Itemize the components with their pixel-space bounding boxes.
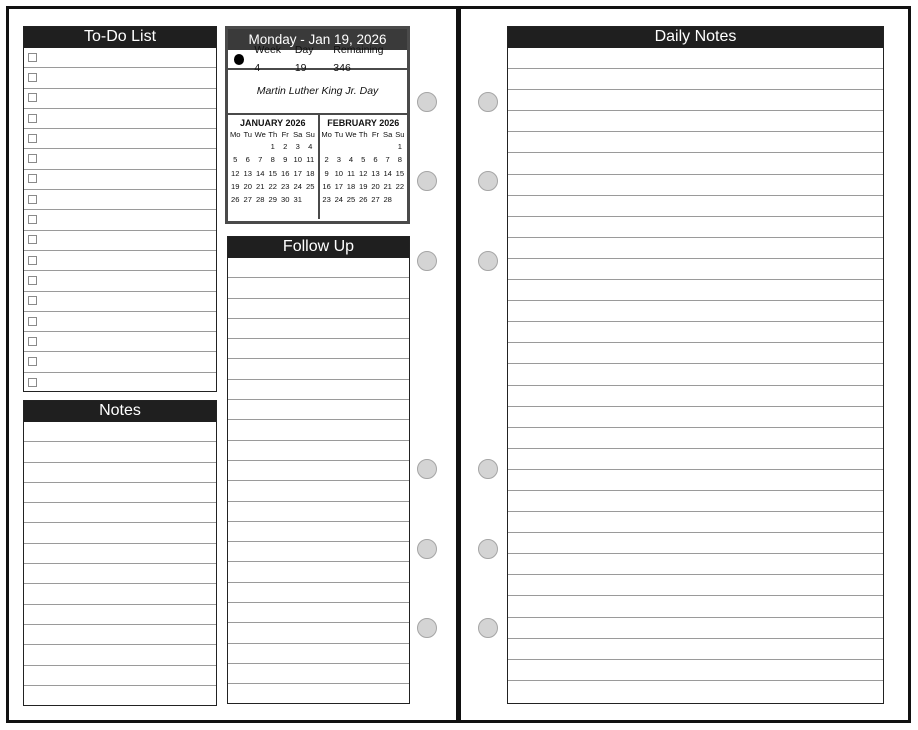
todo-checkbox[interactable] (28, 134, 37, 143)
calendar-day[interactable]: 18 (306, 168, 315, 178)
follow-up-line[interactable] (228, 380, 409, 400)
follow-up-rows (228, 258, 409, 703)
todo-row[interactable] (24, 190, 216, 210)
weekday-label: Mo (321, 130, 332, 139)
date-stats (228, 44, 407, 74)
daily-notes-line[interactable] (508, 681, 883, 702)
notes-line[interactable] (24, 503, 216, 523)
todo-row[interactable] (24, 373, 216, 393)
binder-hole (478, 618, 498, 638)
binder-hole (478, 171, 498, 191)
mini-calendar-grid (229, 129, 317, 206)
binder-hole (417, 618, 437, 638)
todo-row[interactable] (24, 352, 216, 372)
calendar-day[interactable]: 9 (324, 168, 329, 178)
calendar-day[interactable]: 9 (283, 155, 288, 165)
calendar-day[interactable]: 20 (243, 181, 252, 191)
todo-row[interactable] (24, 129, 216, 149)
calendar-day[interactable]: 12 (359, 168, 368, 178)
notes-line[interactable] (24, 605, 216, 625)
todo-checkbox[interactable] (28, 114, 37, 123)
todo-row[interactable] (24, 251, 216, 271)
follow-up-line[interactable] (228, 400, 409, 420)
calendar-day[interactable]: 27 (371, 195, 380, 205)
week-number: Week 4 (254, 44, 282, 74)
calendar-day (394, 193, 406, 206)
weekday-label: Th (268, 130, 278, 139)
todo-checkbox[interactable] (28, 73, 37, 82)
follow-up-line[interactable] (228, 502, 409, 522)
mini-calendar (228, 115, 318, 219)
calendar-day[interactable]: 6 (373, 155, 378, 165)
daily-notes-line[interactable] (508, 280, 883, 301)
daily-notes-line[interactable] (508, 407, 883, 428)
todo-row[interactable] (24, 210, 216, 230)
daily-notes-line[interactable] (508, 491, 883, 512)
calendar-day[interactable]: 7 (385, 155, 390, 165)
calendar-day (345, 140, 357, 153)
daily-notes-line[interactable] (508, 470, 883, 491)
follow-up-line[interactable] (228, 583, 409, 603)
notes-line[interactable] (24, 483, 216, 503)
binder-hole (478, 539, 498, 559)
calendar-day (369, 140, 381, 153)
todo-checkbox[interactable] (28, 378, 37, 387)
todo-checkbox[interactable] (28, 317, 37, 326)
daily-notes-line[interactable] (508, 533, 883, 554)
calendar-day[interactable]: 15 (268, 168, 277, 178)
daily-notes-line[interactable] (508, 48, 883, 69)
bullet-icon (234, 54, 244, 65)
calendar-day[interactable]: 14 (383, 168, 392, 178)
notes-line[interactable] (24, 442, 216, 462)
weekday-label: We (345, 130, 357, 139)
follow-up-line[interactable] (228, 461, 409, 481)
todo-checkbox[interactable] (28, 296, 37, 305)
daily-notes-line[interactable] (508, 175, 883, 196)
daily-notes-line[interactable] (508, 259, 883, 280)
mini-calendar-title: JANUARY 2026 (239, 118, 306, 128)
todo-row[interactable] (24, 89, 216, 109)
weekday-label: Th (358, 130, 368, 139)
calendar-day (382, 140, 394, 153)
calendar-day[interactable]: 5 (361, 155, 366, 165)
calendar-day[interactable]: 11 (306, 155, 315, 165)
follow-up-line[interactable] (228, 278, 409, 298)
notes-rows (24, 422, 216, 705)
weekday-label: We (254, 130, 266, 139)
todo-checkbox[interactable] (28, 215, 37, 224)
calendar-day (254, 140, 267, 153)
daily-notes-line[interactable] (508, 364, 883, 385)
mini-calendar-grid (321, 129, 407, 206)
todo-checkbox[interactable] (28, 276, 37, 285)
calendar-day[interactable]: 29 (268, 195, 277, 205)
todo-checkbox[interactable] (28, 357, 37, 366)
calendar-day (304, 193, 317, 206)
notes-line[interactable] (24, 544, 216, 564)
calendar-day[interactable]: 28 (383, 195, 392, 205)
calendar-day[interactable]: 18 (346, 181, 356, 191)
calendar-day (357, 140, 369, 153)
follow-up-panel (227, 236, 410, 704)
calendar-day[interactable]: 22 (395, 181, 405, 191)
calendar-day[interactable]: 4 (308, 142, 313, 151)
weekday-label: Mo (229, 130, 241, 139)
todo-row[interactable] (24, 68, 216, 88)
notes-line[interactable] (24, 625, 216, 645)
daily-notes-title: Daily Notes (508, 27, 883, 48)
todo-checkbox[interactable] (28, 195, 37, 204)
todo-row[interactable] (24, 292, 216, 312)
calendar-day[interactable]: 30 (281, 195, 290, 205)
calendar-day[interactable]: 10 (334, 168, 344, 178)
todo-checkbox[interactable] (28, 154, 37, 163)
calendar-day[interactable]: 23 (281, 181, 290, 191)
calendar-day[interactable]: 12 (231, 168, 240, 178)
todo-checkbox[interactable] (28, 93, 37, 102)
follow-up-line[interactable] (228, 420, 409, 440)
calendar-day[interactable]: 2 (324, 155, 329, 165)
daily-notes-line[interactable] (508, 153, 883, 174)
daily-notes-line[interactable] (508, 554, 883, 575)
binder-hole (478, 459, 498, 479)
calendar-day[interactable]: 31 (293, 195, 302, 205)
todo-row[interactable] (24, 149, 216, 169)
calendar-day[interactable]: 24 (334, 195, 344, 205)
calendar-day[interactable]: 4 (348, 155, 354, 165)
daily-notes-line[interactable] (508, 639, 883, 660)
follow-up-line[interactable] (228, 339, 409, 359)
todo-checkbox[interactable] (28, 53, 37, 62)
calendar-day[interactable]: 26 (359, 195, 368, 205)
todo-checkbox[interactable] (28, 256, 37, 265)
follow-up-line[interactable] (228, 542, 409, 562)
notes-panel (23, 400, 217, 706)
calendar-day (229, 140, 242, 153)
calendar-day[interactable]: 19 (359, 181, 368, 191)
calendar-day[interactable]: 17 (334, 181, 344, 191)
calendar-day[interactable]: 27 (243, 195, 252, 205)
daily-notes-line[interactable] (508, 90, 883, 111)
weekday-label: Sa (383, 130, 393, 139)
daily-notes-line[interactable] (508, 322, 883, 343)
daily-notes-line[interactable] (508, 512, 883, 533)
calendar-day[interactable]: 11 (347, 168, 355, 178)
calendar-day[interactable]: 8 (397, 155, 402, 165)
calendar-day[interactable]: 3 (295, 142, 300, 151)
calendar-day (333, 140, 345, 153)
todo-row[interactable] (24, 231, 216, 251)
daily-notes-line[interactable] (508, 386, 883, 407)
todo-checkbox[interactable] (28, 174, 37, 183)
calendar-day[interactable]: 2 (283, 142, 288, 151)
binder-hole (417, 539, 437, 559)
follow-up-line[interactable] (228, 562, 409, 582)
daily-notes-line[interactable] (508, 69, 883, 90)
calendar-day[interactable]: 25 (346, 195, 356, 205)
calendar-day[interactable]: 3 (336, 155, 341, 165)
calendar-day[interactable]: 14 (256, 168, 265, 178)
calendar-day[interactable]: 16 (322, 181, 331, 191)
binder-hole (417, 171, 437, 191)
calendar-day[interactable]: 1 (397, 142, 402, 151)
daily-notes-line[interactable] (508, 618, 883, 639)
todo-row[interactable] (24, 332, 216, 352)
weekday-label: Su (395, 130, 405, 139)
daily-notes-line[interactable] (508, 196, 883, 217)
holiday-label: Martin Luther King Jr. Day (228, 70, 407, 115)
daily-notes-line[interactable] (508, 111, 883, 132)
follow-up-line[interactable] (228, 603, 409, 623)
binder-hole (417, 92, 437, 112)
calendar-day[interactable]: 13 (243, 168, 252, 178)
notes-line[interactable] (24, 666, 216, 686)
notes-line[interactable] (24, 584, 216, 604)
binder-hole (417, 459, 437, 479)
follow-up-line[interactable] (228, 644, 409, 664)
calendar-day[interactable]: 7 (258, 155, 263, 165)
mini-calendars (228, 115, 407, 219)
calendar-day[interactable]: 15 (395, 168, 405, 178)
follow-up-line[interactable] (228, 481, 409, 501)
todo-row[interactable] (24, 109, 216, 129)
todo-row[interactable] (24, 170, 216, 190)
daily-notes-line[interactable] (508, 301, 883, 322)
todo-list-panel (23, 26, 217, 392)
follow-up-line[interactable] (228, 684, 409, 704)
daily-notes-line[interactable] (508, 217, 883, 238)
calendar-day[interactable]: 19 (231, 181, 240, 191)
calendar-day[interactable]: 28 (256, 195, 265, 205)
calendar-day[interactable]: 21 (383, 181, 392, 191)
follow-up-line[interactable] (228, 664, 409, 684)
daily-notes-line[interactable] (508, 343, 883, 364)
calendar-day[interactable]: 10 (293, 155, 302, 165)
todo-row[interactable] (24, 48, 216, 68)
daily-notes-line[interactable] (508, 132, 883, 153)
weekday-label: Su (305, 130, 315, 139)
follow-up-line[interactable] (228, 299, 409, 319)
calendar-day[interactable]: 1 (270, 142, 275, 151)
calendar-day (321, 140, 333, 153)
follow-up-line[interactable] (228, 319, 409, 339)
todo-row[interactable] (24, 312, 216, 332)
mini-calendar (318, 115, 408, 219)
follow-up-line[interactable] (228, 623, 409, 643)
weekday-label: Tu (334, 130, 344, 139)
weekday-label: Fr (281, 130, 289, 139)
calendar-day[interactable]: 22 (268, 181, 277, 191)
date-heading: Monday - Jan 19, 2026 (228, 29, 407, 50)
days-remaining: Remaining 346 (333, 44, 384, 74)
mini-calendar-title: FEBRUARY 2026 (327, 118, 400, 128)
daily-notes-rows (508, 48, 883, 703)
date-panel (225, 26, 410, 224)
daily-notes-line[interactable] (508, 238, 883, 259)
notes-title: Notes (24, 401, 216, 422)
calendar-day[interactable]: 20 (371, 181, 380, 191)
calendar-day[interactable]: 21 (256, 181, 265, 191)
notes-line[interactable] (24, 645, 216, 665)
follow-up-line[interactable] (228, 522, 409, 542)
notes-line[interactable] (24, 564, 216, 584)
binder-hole (417, 251, 437, 271)
binder-hole (478, 251, 498, 271)
calendar-day[interactable]: 24 (293, 181, 302, 191)
calendar-day[interactable]: 26 (231, 195, 240, 205)
todo-list-rows (24, 48, 216, 391)
calendar-day[interactable]: 17 (293, 168, 302, 178)
calendar-day[interactable]: 13 (371, 168, 380, 178)
calendar-day[interactable]: 16 (281, 168, 290, 178)
daily-notes-line[interactable] (508, 596, 883, 617)
calendar-day[interactable]: 6 (245, 155, 250, 165)
daily-notes-panel (507, 26, 884, 704)
follow-up-line[interactable] (228, 258, 409, 278)
daily-notes-line[interactable] (508, 428, 883, 449)
follow-up-line[interactable] (228, 359, 409, 379)
todo-checkbox[interactable] (28, 337, 37, 346)
follow-up-title: Follow Up (228, 237, 409, 258)
follow-up-line[interactable] (228, 441, 409, 461)
calendar-day[interactable]: 8 (270, 155, 275, 165)
calendar-day (242, 140, 255, 153)
weekday-label: Tu (243, 130, 253, 139)
notes-line[interactable] (24, 523, 216, 543)
daily-notes-line[interactable] (508, 575, 883, 596)
daily-notes-line[interactable] (508, 449, 883, 470)
todo-row[interactable] (24, 271, 216, 291)
notes-line[interactable] (24, 463, 216, 483)
notes-line[interactable] (24, 686, 216, 706)
daily-notes-line[interactable] (508, 660, 883, 681)
notes-line[interactable] (24, 422, 216, 442)
weekday-label: Sa (293, 130, 303, 139)
day-number: Day 19 (294, 44, 314, 74)
calendar-day[interactable]: 25 (306, 181, 315, 191)
todo-list-title: To-Do List (24, 27, 216, 48)
weekday-label: Fr (371, 130, 380, 139)
todo-checkbox[interactable] (28, 235, 37, 244)
binder-hole (478, 92, 498, 112)
calendar-day[interactable]: 5 (233, 155, 238, 165)
calendar-day[interactable]: 23 (322, 195, 331, 205)
